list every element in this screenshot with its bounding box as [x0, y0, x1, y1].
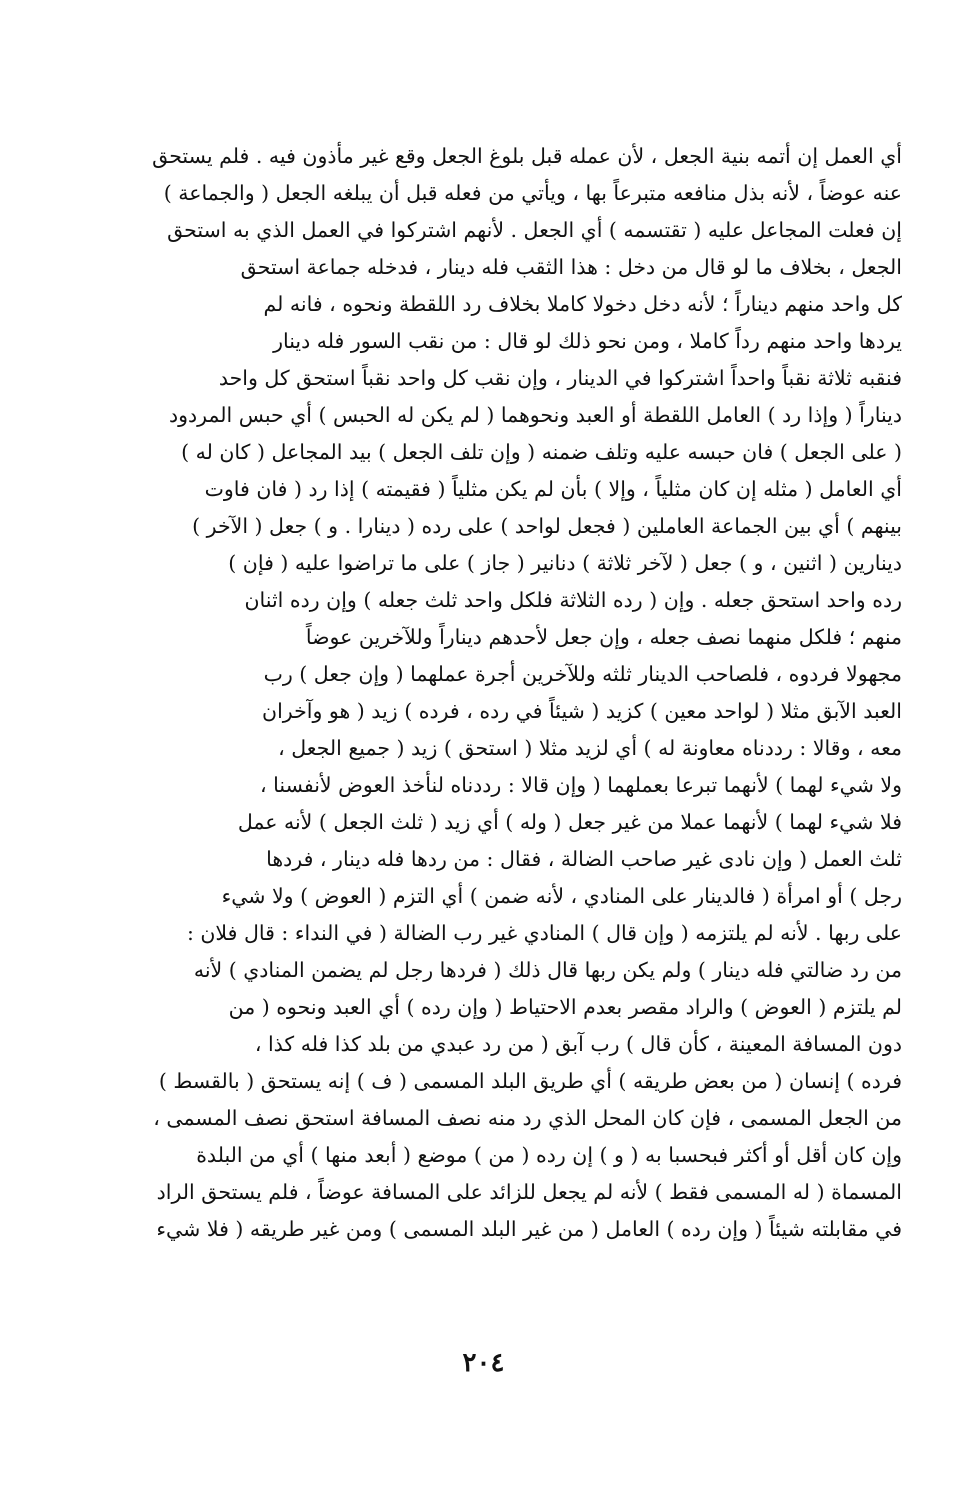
text-line: ( على الجعل ) فان حبسه عليه وتلف ضمنه ( وإن تلف الجعل ) بيد المجاعل ( كان له ) [181, 440, 902, 464]
text-line: منهم ؛ فلكل منهما نصف جعله ، وإن جعل لأحدهم ديناراً وللآخرين عوضاً [305, 625, 902, 649]
text-line: كل واحد منهم ديناراً ؛ لأنه دخل دخولا كاملا بخلاف رد اللقطة ونحوه ، فانه لم [263, 292, 902, 316]
text-line: رده واحد استحق جعله . وإن ( رده الثلاثة فلكل واحد ثلث جعله ) وإن رده اثنان [244, 588, 902, 612]
text-line: لم يلتزم ( العوض ) والراد مقصر بعدم الاحتياط ( وإن رده ) أي العبد ونحوه ( من [228, 995, 902, 1019]
text-line: فنقبه ثلاثة نقباً واحداً اشتركوا في الدينار ، وإن نقب كل واحد نقباً استحق كل واحد [218, 366, 902, 390]
text-line: ديناراً ( وإذا رد ) العامل اللقطة أو العبد ونحوهما ( لم يكن له الحبس ) أي حبس المردود [168, 403, 902, 427]
text-line: في مقابلته شيئاً ( وإن رده ) العامل ( من غير البلد المسمى ) ومن غير طريقه ( فلا شيء [156, 1217, 902, 1241]
text-line: من الجعل المسمى ، فإن كان المحل الذي رد منه نصف المسافة استحق نصف المسمى ، [153, 1106, 902, 1130]
text-line: دون المسافة المعينة ، كأن قال ) رب آبق ( من رد عبدي من بلد كذا فله كذا ، [254, 1032, 902, 1056]
text-line: دينارين ( اثنين ، و ) جعل ( لآخر ثلاثة ) دنانير ( جاز ) على ما تراضوا عليه ( فإن ) [228, 551, 902, 575]
text-line: على ربها . لأنه لم يلتزمه ( وإن قال ) المنادي غير رب الضالة ( في النداء : قال فلان : [186, 921, 902, 945]
text-line: المسماة ( له المسمى فقط ) لأنه لم يجعل للزائد على المسافة عوضاً ، فلم يستحق الراد [156, 1180, 902, 1204]
text-line: فلا شيء لهما ) لأنهما عملا من غير جعل ( وله ) أي زيد ( ثلث الجعل ) لأنه عمل [237, 810, 902, 834]
text-line: معه ، وقالا : رددناه معاونة له ) أي لزيد مثلا ( استحق ) زيد ( جميع الجعل ، [278, 736, 902, 760]
text-line: ثلث العمل ( وإن نادى غير صاحب الضالة ، فقال : من ردها فله دينار ، فردها [266, 847, 902, 871]
page-body [64, 138, 902, 1248]
text-line: بينهم ) أي بين الجماعة العاملين ( فجعل لواحد ) على رده ( دينارا . و ) جعل ( الآخر ) [192, 514, 902, 538]
text-line: من رد ضالتي فله دينار ) ولم يكن ربها قال ذلك ( فردها رجل لم يضمن المنادي ) لأنه [193, 958, 902, 982]
text-line: فرده ) إنسان ( من بعض طريقه ) أي طريق البلد المسمى ( ف ) إنه يستحق ( بالقسط ) [158, 1069, 902, 1093]
text-line: عنه عوضاً ، لأنه بذل منافعه متبرعاً بها ، ويأتي من فعله قبل أن يبلغه الجعل ( والجماعة ) [163, 181, 902, 205]
text-line: الجعل ، بخلاف ما لو قال من دخل : هذا الثقب فله دينار ، فدخله جماعة استحق [240, 255, 902, 279]
text-line: إن فعلت المجاعل عليه ( تقتسمه ) أي الجعل . لأنهم اشتركوا في العمل الذي به استحق [167, 218, 902, 242]
text-line: أي العامل ( مثله إن كان مثلياً ، وإلا ) بأن لم يكن مثلياً ( فقيمته ) إذا رد ( فان فاوت [204, 477, 902, 501]
text-line: وإن كان أقل أو أكثر فبحسبا به ( و ) إن رده ( من ) موضع ( أبعد منها ) أي من البلدة [196, 1143, 902, 1167]
text-line: ولا شيء لهما ) لأنهما تبرعا بعملهما ( وإن قالا : رددناه لنأخذ العوض لأنفسنا ، [260, 773, 902, 797]
page-number: ٢٠٤ [462, 1348, 505, 1378]
text-line: أي العمل إن أتمه بنية الجعل ، لأن عمله قبل بلوغ الجعل وقع غير مأذون فيه . فلم يستحق [152, 144, 902, 168]
text-line: رجل ) أو امرأة ( فالدينار على المنادي ، لأنه ضمن ) أي التزم ( العوض ) ولا شيء [221, 884, 902, 908]
text-line: العبد الآبق مثلا ( لواحد معين ) كزيد ( شيئاً في رده ، فرده ) زيد ( هو وآخران [262, 699, 902, 723]
text-line: مجهولا فردوه ، فلصاحب الدينار ثلثه وللآخرين أجرة عملهما ( وإن جعل ) رب [263, 662, 902, 686]
text-line: يردها واحد منهم رداً كاملا ، ومن نحو ذلك لو قال : من نقب السور فله دينار [273, 329, 902, 353]
